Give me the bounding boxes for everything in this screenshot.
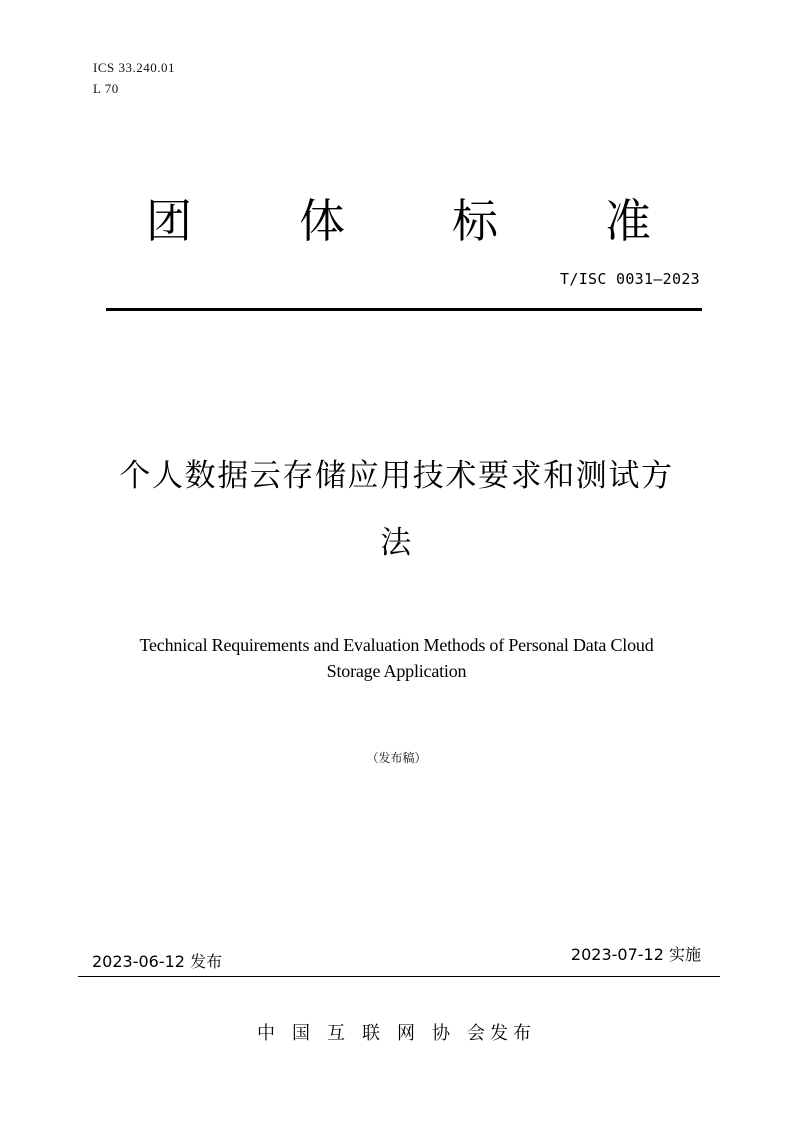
standard-type-char: 体 [299, 194, 345, 248]
draft-status-label: （发布稿） [366, 751, 427, 765]
publisher-char: 协 [432, 1023, 450, 1044]
chinese-title-line-2: 法 [380, 525, 413, 561]
standard-type-char: 团 [146, 194, 192, 248]
chinese-title-line-1: 个人数据云存储应用技术要求和测试方 [119, 458, 674, 494]
publisher-char: 网 [397, 1023, 415, 1044]
publisher-char: 中 [257, 1023, 275, 1044]
standard-type-char: 准 [605, 194, 651, 248]
ics-code: ICS 33.240.01 [93, 60, 175, 75]
publisher-char: 联 [362, 1023, 380, 1044]
publisher-char: 互 [327, 1023, 345, 1044]
publish-date: 2023-06-12 发布 [92, 952, 223, 971]
publisher-tail: 会发布 [467, 1023, 536, 1044]
publisher-line [0, 1021, 793, 1047]
footer-divider [78, 976, 720, 977]
english-title-line-1: Technical Requirements and Evaluation Methods of Personal Data Cloud [139, 635, 654, 655]
standard-number: T/ISC 0031—2023 [560, 270, 700, 288]
header-divider [106, 308, 702, 311]
implementation-date: 2023-07-12 实施 [570, 945, 701, 964]
standard-type-char: 标 [452, 194, 498, 248]
english-title-line-2: Storage Application [326, 661, 467, 681]
publisher-char: 国 [292, 1023, 310, 1044]
ccs-code: L 70 [93, 81, 119, 96]
